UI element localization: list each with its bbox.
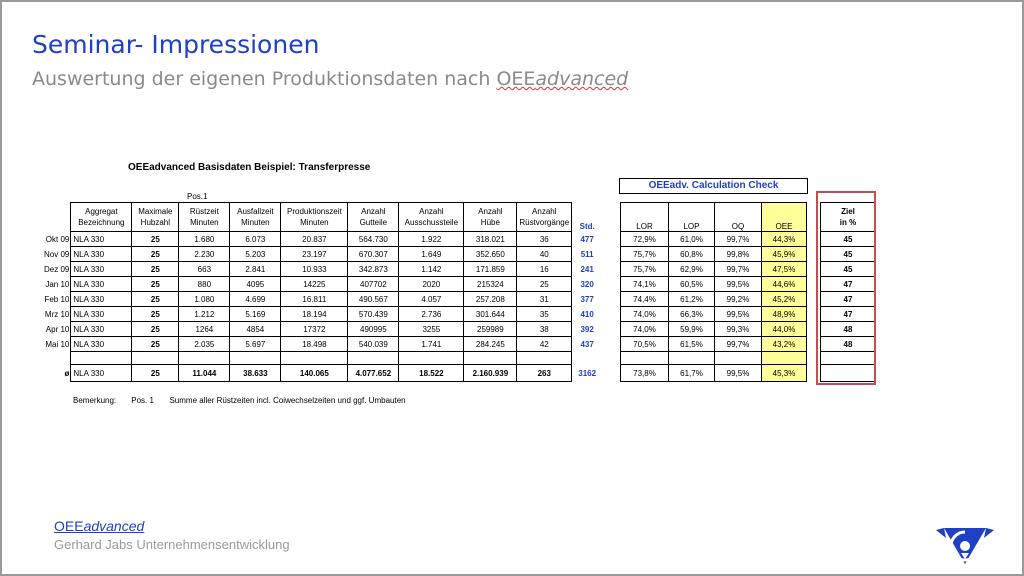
sheet-title: OEEadvanced Basisdaten Beispiel: Transferpresse xyxy=(128,162,371,173)
goal-highlight-box xyxy=(816,191,876,385)
sum-row: ø NLA 330 25 11.044 38.633 140.065 4.077.652 18.522 2.160.939 263 3162 xyxy=(42,365,602,382)
subtitle-text: Auswertung der eigenen Produktionsdaten nach xyxy=(32,68,497,90)
calc-row: 74,0% 59,9% 99,3% 44,0% xyxy=(621,322,807,337)
calc-header-row: LOR LOP OQ OEE xyxy=(621,203,807,232)
col-produktionszeit: Produktionszeit Minuten xyxy=(281,203,348,232)
col-std: Std. xyxy=(579,221,595,231)
col-aggregat: Aggregat Bezeichnung xyxy=(71,203,132,232)
col-huebe: Anzahl Hübe xyxy=(464,203,517,232)
calc-row: 75,7% 62,9% 99,7% 47,5% xyxy=(621,262,807,277)
goal-row: 47 xyxy=(821,307,876,322)
base-data-table xyxy=(42,202,602,382)
col-hubzahl: Maximale Hubzahl xyxy=(132,203,179,232)
slide-title: Seminar- Impressionen xyxy=(32,30,320,59)
col-ausschussteile: Anzahl Ausschussteile xyxy=(399,203,464,232)
remark: Bemerkung: Pos. 1 Summe aller Rüstzeiten incl. Coiwechselzeiten und ggf. Umbauten xyxy=(73,396,406,405)
calc-check-table xyxy=(620,202,807,382)
calc-check-title: OEEadv. Calculation Check xyxy=(619,178,808,194)
table-row: Feb 10 NLA 330 25 1.080 4.699 16.811 490.567 4.057 257.208 31 377 xyxy=(42,292,602,307)
col-ruestzeit: Rüstzeit Minuten xyxy=(179,203,230,232)
calc-row: 75,7% 60,8% 99,8% 45,9% xyxy=(621,247,807,262)
company-logo-icon xyxy=(934,522,996,566)
goal-row: 45 xyxy=(821,247,876,262)
calc-row: 74,1% 60,5% 99,5% 44,6% xyxy=(621,277,807,292)
table-row: Okt 09 NLA 330 25 1.680 6.073 20.837 564.730 1.922 318.021 36 477 xyxy=(42,232,602,247)
table-header-row xyxy=(42,203,602,232)
col-ruestvorgaenge: Anzahl Rüstvorgänge xyxy=(517,203,572,232)
slide-subtitle xyxy=(32,68,628,90)
table-row: Apr 10 NLA 330 25 1264 4854 17372 490995 3255 259989 38 392 xyxy=(42,322,602,337)
calc-row: 74,0% 66,3% 99,5% 48,9% xyxy=(621,307,807,322)
table-row: Mai 10 NLA 330 25 2.035 5.697 18.498 540.039 1.741 284.245 42 437 xyxy=(42,337,602,352)
pos-label: Pos.1 xyxy=(187,192,208,201)
calc-row: 72,9% 61,0% 99,7% 44,3% xyxy=(621,232,807,247)
calc-sum-row: 73,8% 61,7% 99,5% 45,3% xyxy=(621,365,807,382)
subtitle-brand: OEEadvanced xyxy=(496,68,629,90)
footer-company: Gerhard Jabs Unternehmensentwicklung xyxy=(54,537,290,552)
goal-row: 47 xyxy=(821,292,876,307)
table-row: Jan 10 NLA 330 25 880 4095 14225 407702 2020 215324 25 320 xyxy=(42,277,602,292)
col-ausfallzeit: Ausfallzeit Minuten xyxy=(230,203,281,232)
calc-row: 70,5% 61,5% 99,7% 43,2% xyxy=(621,337,807,352)
goal-row: 45 xyxy=(821,262,876,277)
goal-row: 48 xyxy=(821,337,876,352)
goal-row: 45 xyxy=(821,232,876,247)
table-row: Dez 09 NLA 330 25 663 2.841 10.933 342.873 1.142 171.859 16 241 xyxy=(42,262,602,277)
goal-row: 48 xyxy=(821,322,876,337)
footer-brand-link[interactable]: OEEadvanced xyxy=(54,518,145,534)
table-row: Nov 09 NLA 330 25 2.230 5.203 23.197 670.307 1.649 352.650 40 511 xyxy=(42,247,602,262)
col-gutteile: Anzahl Gutteile xyxy=(348,203,399,232)
goal-header: Ziel in % xyxy=(821,203,876,232)
goal-row: 47 xyxy=(821,277,876,292)
calc-row: 74,4% 61,2% 99,2% 45,2% xyxy=(621,292,807,307)
table-row: Mrz 10 NLA 330 25 1.212 5.169 18.194 570.439 2.736 301.644 35 410 xyxy=(42,307,602,322)
